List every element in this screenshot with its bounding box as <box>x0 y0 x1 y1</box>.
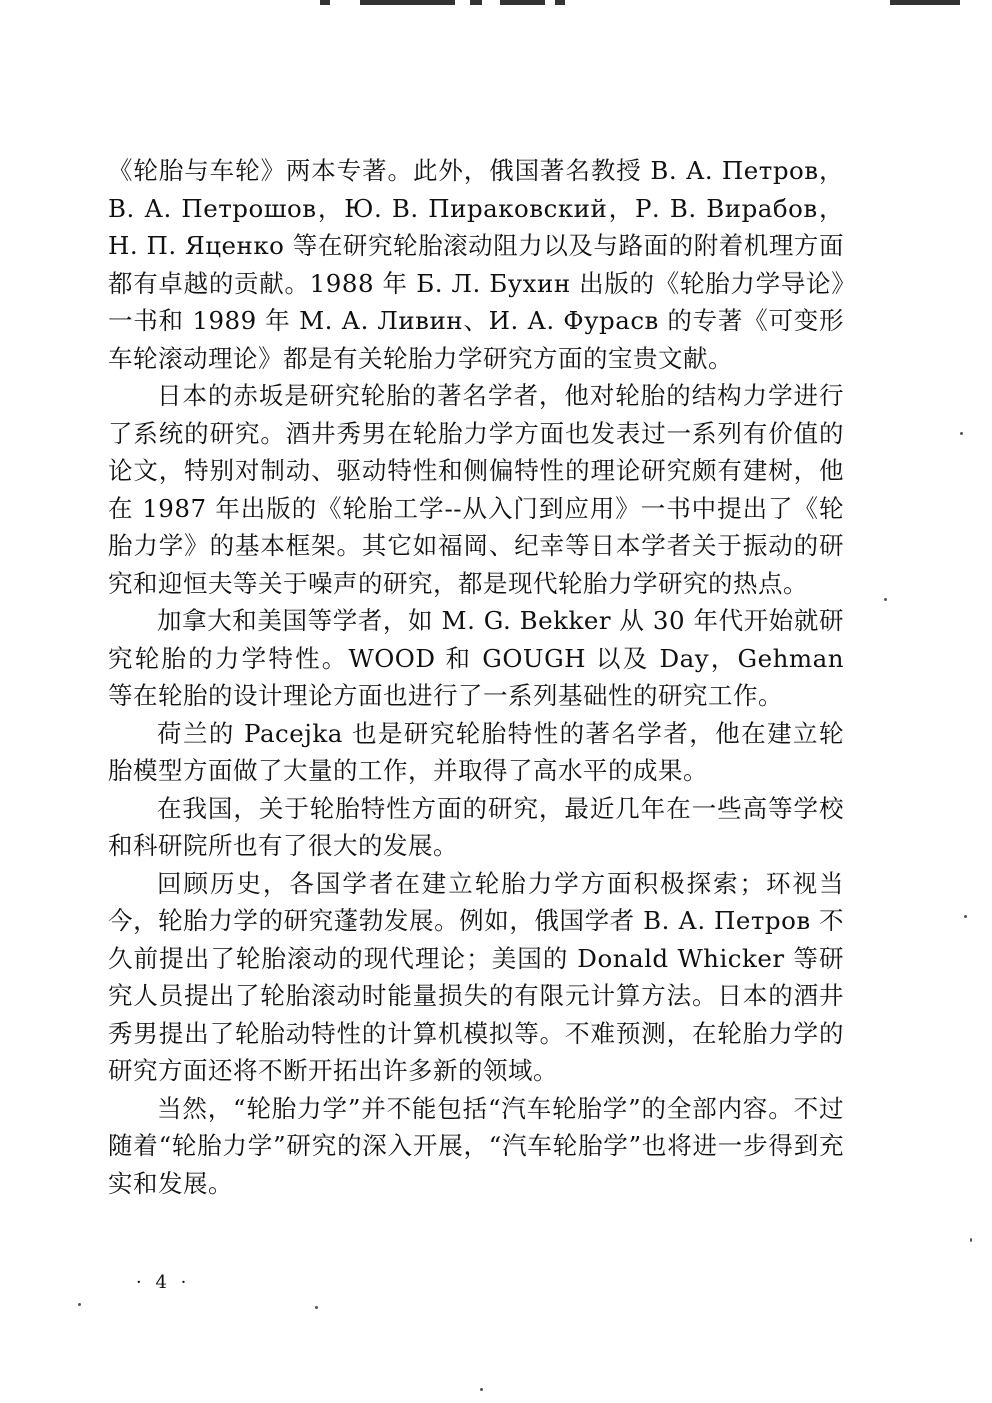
paragraph-5: 在我国，关于轮胎特性方面的研究，最近几年在一些高等学校和科研院所也有了很大的发展。 <box>108 793 844 860</box>
paragraph-4: 荷兰的 Pacejka 也是研究轮胎特性的著名学者，他在建立轮胎模型方面做了大量的工作，并取得了高水平的成果。 <box>108 718 844 785</box>
paragraph-7: 当然，“轮胎力学”并不能包括“汽车轮胎学”的全部内容。不过随着“轮胎力学”研究的深入开展，“汽车轮胎学”也将进一步得到充实和发展。 <box>108 1093 844 1198</box>
paragraph-3: 加拿大和美国等学者，如 M. G. Bekker 从 30 年代开始就研究轮胎的力学特性。WOOD 和 GOUGH 以及 Day，Gehman 等在轮胎的设计理论方面也进行了一系列基础性的研究工作。 <box>108 606 844 710</box>
paragraph-1: 《轮胎与车轮》两本专著。此外，俄国著名教授 В. А. Петров，В. А. Петрошов，Ю. В. Пираковский，Р. В. Вирабов，Н. П. Яценко 等在研究轮胎滚动阻力以及与路面的附着机理方面都有卓越的贡献。1988 年 Б. Л. Бухин 出版的《轮胎力学导论》一书和 1989 年 М. А. Ливин、И. А. Фурасв 的专著《可变形车轮滚动理论》都是有关轮胎力学研究方面的宝贵文献。 <box>108 156 844 373</box>
scan-speck <box>970 1238 972 1242</box>
scan-speck <box>78 1303 81 1306</box>
scan-speck <box>960 432 963 435</box>
scan-speck <box>884 598 887 601</box>
body-text <box>108 152 844 1202</box>
page-number: · 4 · <box>136 1272 191 1293</box>
paragraph-6: 回顾历史，各国学者在建立轮胎力学方面积极探索；环视当今，轮胎力学的研究蓬勃发展。例如，俄国学者 В. А. Петров 不久前提出了轮胎滚动的现代理论；美国的 Donald Whicker 等研究人员提出了轮胎滚动时能量损失的有限元计算方法。日本的酒井秀男提出了轮胎动特性的计算机模拟等。不难预测，在轮胎力学的研究方面还将不断开拓出许多新的领域。 <box>108 868 844 1085</box>
scan-speck <box>964 915 967 918</box>
scanned-header-fragment <box>0 0 992 10</box>
paragraph-2: 日本的赤坂是研究轮胎的著名学者，他对轮胎的结构力学进行了系统的研究。酒井秀男在轮胎力学方面也发表过一系列有价值的论文，特别对制动、驱动特性和侧偏特性的理论研究颇有建树，他在 1987 年出版的《轮胎工学--从入门到应用》一书中提出了《轮胎力学》的基本框架。其它如福岡、纪幸等日本学者关于振动的研究和迎恒夫等关于噪声的研究，都是现代轮胎力学研究的热点。 <box>108 381 844 598</box>
scan-speck <box>480 1388 483 1391</box>
scan-speck <box>315 1306 318 1309</box>
